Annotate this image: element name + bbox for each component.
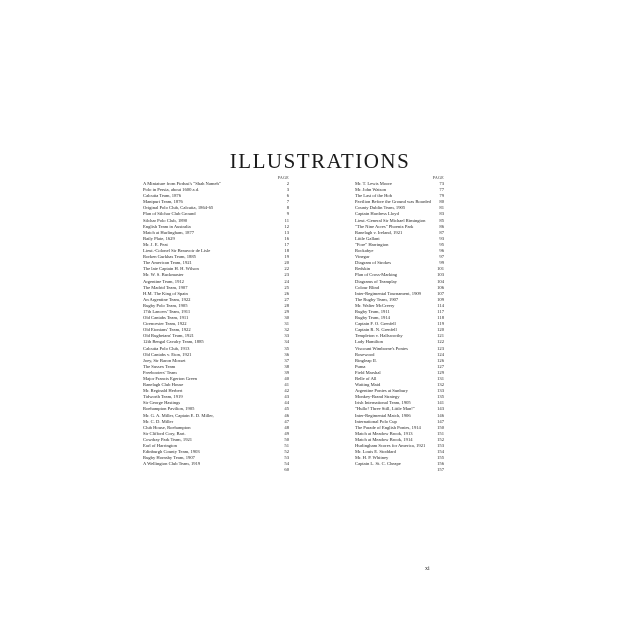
entry-page-number: 6 [286,193,289,199]
entry-page-number: 42 [284,388,289,394]
entry-label: English Team in Australia [143,223,191,229]
entry-page-number: 23 [284,272,289,278]
entry-label: Plan of Silchar Club Ground [143,211,196,217]
entry-page-number: 155 [437,455,444,461]
entry-page-number: 28 [284,302,289,308]
entry-page-number: 60 [284,467,289,473]
entry-page-number: 119 [437,321,444,327]
entry-label: Mr. Reginald Herbert [143,388,183,394]
entry-label: Rugby Team, 1911 [355,308,390,314]
entry-label: Sir George Hastings [143,400,181,406]
entry-label: Rugby Hornsby Team, 1907 [143,455,195,461]
entry-label: A Miniature from Firdusi's "Shah Nameh" [143,181,221,186]
page-number: xi [425,566,430,572]
entry-label: Little Gallant [355,235,380,241]
entry-page-number: 152 [437,436,444,442]
entry-page-number: 135 [437,394,444,400]
entry-label: Mr. J. E. Peat [143,241,168,247]
entry-label: Captain L. St. C. Cheape [355,461,401,467]
entry-label: Argentine Team, 1912 [143,278,184,284]
entry-page-number: 47 [284,418,289,424]
entry-label: Old Etonians' Team, 1922 [143,327,191,333]
entry-page-number: 31 [284,321,289,327]
entry-page-number: 77 [439,187,444,193]
entry-page-number: 153 [437,443,444,449]
entry-label: Lieut.-Colonel Sir Beauvoir de Lisle [143,248,211,254]
entry-label: Club House, Roehampton [143,424,191,430]
entry-page-number: 129 [437,369,444,375]
entry-page-number: 114 [437,302,444,308]
entry-label: Manipuri Team, 1876 [143,199,183,205]
entry-label: Old Cantabs Team, 1911 [143,315,189,321]
entry-label: Diagrams of Teamplay [355,278,397,284]
entry-page-number: 7 [286,199,289,205]
entry-label: Tidworth Team, 1919 [143,394,183,400]
entry-page-number: 73 [439,181,444,186]
entry-page-number: 27 [284,296,289,302]
entry-label: Baily Plate, 1629 [143,235,175,241]
entry-list [143,181,289,474]
entry-label: Cirencester Team, 1922 [143,321,187,327]
entry-label: Waiting Maid [355,382,381,388]
entry-page-number: 48 [284,424,289,430]
entry-page-number: 81 [439,205,444,211]
entry-label: Inter-Regimental Tournament, 1909 [355,290,421,296]
entry-page-number: 16 [284,235,289,241]
entry-page-number: 151 [437,430,444,436]
entry-label: The American Team, 1921 [143,260,192,266]
entry-page-number: 12 [284,223,289,229]
illustrations-list-right [355,175,444,474]
entry-label: Freebooters' Team [143,369,177,375]
entry-label: Edinburgh County Team, 1903 [143,449,200,455]
entry-label: International Polo Cup [355,418,397,424]
entry-label: An Argentine Team, 1922 [143,296,191,302]
entry-label: 17th Lancers' Team, 1911 [143,308,191,314]
entry-label: Mr. T. Lewis Moore [355,181,392,186]
illustrations-list-left [143,175,289,474]
entry-list [355,181,444,474]
entry-page-number: 122 [437,339,444,345]
entry-page-number: 37 [284,357,289,363]
entry-label: Mr. Walter McCreery [355,302,395,308]
entry-label: Field Marshal [355,369,381,375]
entry-label: Old Rugbeians' Team, 1921 [143,333,194,339]
entry-label: Sir Clifford Cory, Bart. [143,430,186,436]
entry-page-number: 49 [284,430,289,436]
entry-label: "Hullo! Three Still, Little Man!" [355,406,415,412]
entry-page-number: 29 [284,308,289,314]
entry-label: Roehampton Pavilion, 1905 [143,406,195,412]
entry-page-number: 38 [284,363,289,369]
entry-page-number: 99 [439,260,444,266]
entry-label: The Rugby Team, 1907 [355,296,399,302]
entry-page-number: 17 [284,241,289,247]
page-column-heading: PAGE [277,175,289,180]
list-item [355,467,444,473]
entry-label: Mr. W. S. Buckmaster [143,272,184,278]
entry-page-number: 30 [284,315,289,321]
entry-page-number: 87 [439,229,444,235]
entry-label: "The Nine Acres" Phoenix Park [355,223,414,229]
entry-label: Hurlingham Scores for America, 1921 [355,443,426,449]
entry-page-number: 93 [439,235,444,241]
entry-page-number: 109 [437,296,444,302]
entry-page-number: 132 [437,382,444,388]
entry-label: Match at Meadow Brook, 1913 [355,430,413,436]
entry-page-number: 141 [437,400,444,406]
entry-page-number: 123 [437,345,444,351]
entry-label: 12th Bengal Cavalry Team, 1885 [143,339,204,345]
entry-label: County Dublin Team, 1905 [355,205,406,211]
entry-page-number: 40 [284,376,289,381]
entry-label: Diagram of Strokes [355,260,391,266]
list-item [143,467,289,473]
entry-label: Old Cantabs v. Eton, 1921 [143,351,192,357]
entry-page-number: 124 [437,351,444,357]
entry-page-number: 127 [437,363,444,369]
entry-page-number: 20 [284,260,289,266]
entry-page-number: 18 [284,248,289,254]
entry-label: Mr. H. P. Whitney [355,455,389,461]
entry-label: Ranelagh Club House [143,382,184,388]
entry-label: Joey, Sir Baron Mosset [143,357,186,363]
entry-page-number: 106 [437,284,444,290]
entry-label: The Madrid Team, 1907 [143,284,188,290]
entry-page-number: 103 [437,272,444,278]
entry-label: Viscount Wimborne's Ponies [355,345,408,351]
entry-page-number: 33 [284,333,289,339]
entry-label: Match at Hurlingham, 1877 [143,229,195,235]
entry-page-number: 41 [284,382,289,388]
entry-label: Lieut.-General Sir Michael Rimington [355,217,426,223]
entry-page-number: 13 [284,229,289,235]
entry-label: Monkey-Brand Strategy [355,394,400,400]
entry-page-number: 11 [284,217,289,223]
entry-page-number: 147 [437,418,444,424]
entry-page-number: 85 [439,217,444,223]
entry-label: Rockabye [355,248,374,254]
entry-label: Captain F. O. Grenfell [355,321,396,327]
entry-page-number: 35 [284,345,289,351]
entry-page-number: 24 [284,278,289,284]
entry-page-number: 34 [284,339,289,345]
entry-page-number: 117 [437,308,444,314]
entry-label: Puma [355,363,366,369]
entry-label: Mr. John Watson [355,187,387,193]
entry-page-number: 118 [437,315,444,321]
entry-page-number: 53 [284,455,289,461]
entry-page-number: 95 [439,241,444,247]
entry-page-number: 97 [439,254,444,260]
entry-page-number: 96 [439,248,444,254]
entry-label: Match at Meadow Brook, 1914 [355,436,413,442]
entry-page-number: 9 [286,211,289,217]
entry-label: The Sussex Team [143,363,176,369]
entry-label: The late Captain H. H. Wilson [143,266,199,272]
entry-page-number: 22 [284,266,289,272]
entry-page-number: 46 [284,412,289,418]
entry-page-number: 133 [437,388,444,394]
entry-label: Belle of All [355,376,377,381]
entry-label: Rosewood [355,351,375,357]
entry-page-number: 107 [437,290,444,296]
entry-page-number: 86 [439,223,444,229]
entry-page-number: 44 [284,400,289,406]
entry-page-number: 36 [284,351,289,357]
entry-label: Silchar Polo Club, 1890 [143,217,188,223]
entry-page-number: 2 [286,181,289,186]
entry-page-number: 79 [439,193,444,199]
page-title: ILLUSTRATIONS [229,149,411,173]
entry-page-number: 146 [437,412,444,418]
entry-page-number: 3 [286,187,289,193]
entry-page-number: 83 [439,211,444,217]
entry-label: Mr. Louis E. Stoddard [355,449,396,455]
entry-label: Mr. G. A. Miller, Captain E. D. Miller, [143,412,214,418]
entry-label: Captain R. N. Grenfell [355,327,397,333]
entry-label: Earl of Harrington [143,443,177,449]
entry-page-number: 52 [284,449,289,455]
entry-label: H.M. The King of Spain [143,290,188,296]
entry-page-number: 121 [437,333,444,339]
entry-label: Cowdray Park Team, 1921 [143,436,193,442]
entry-label: Vinegar [355,254,370,260]
entry-label: Rugby Polo Team, 1905 [143,302,188,308]
entry-page-number: 51 [284,443,289,449]
entry-label: Major Francis Egerton Green [143,376,197,381]
entry-label: Original Polo Club, Calcutta, 1864-65 [143,205,214,211]
entry-page-number: 104 [437,278,444,284]
entry-page-number: 101 [437,266,444,272]
entry-label: Ranelagh v. Ireland, 1921 [355,229,403,235]
entry-label: Rorken Gurkhas Team, 1885 [143,254,196,260]
entry-label: Pavilion Before the Ground was Boarded [355,199,431,205]
entry-label: Ringleap II. [355,357,377,363]
entry-label: The Parade of English Ponies, 1914 [355,424,421,430]
entry-label: Polo in Persia, about 1600 a.d. [143,187,200,193]
entry-page-number: 45 [284,406,289,412]
entry-page-number: 120 [437,327,444,333]
entry-page-number: 54 [284,461,289,467]
entry-label: Inter-Regimental Match, 1906 [355,412,411,418]
entry-label: Rugby Team, 1914 [355,315,390,321]
entry-page-number: 154 [437,449,444,455]
page-column-heading: PAGE [432,175,444,180]
entry-page-number: 157 [437,467,444,473]
entry-page-number: 150 [437,424,444,430]
entry-page-number: 126 [437,357,444,363]
entry-label: Lady Hamilton [355,339,383,345]
entry-label: Mr. C. D. Miller [143,418,174,424]
entry-page-number: 43 [284,394,289,400]
entry-label: Templeton v. Hallsworthy [355,333,403,339]
entry-label: Calcutta Team, 1876 [143,193,181,199]
entry-page-number: 25 [284,284,289,290]
entry-label: Redskin [355,266,371,272]
entry-page-number: 80 [439,199,444,205]
entry-label: Calcutta Polo Club, 1913 [143,345,190,351]
entry-page-number: 19 [284,254,289,260]
entry-label: Colour Blind [355,284,380,290]
entry-label: "Fore" Harrington [355,241,389,247]
entry-label: Irish International Team, 1905 [355,400,411,406]
entry-page-number: 32 [284,327,289,333]
entry-label: A Wellington Club Team, 1919 [143,461,201,467]
entry-label: The Last of the Hob [355,193,392,199]
entry-page-number: 156 [437,461,444,467]
entry-page-number: 39 [284,369,289,375]
entry-label: Argentine Ponies at Sunbury [355,388,408,394]
entry-label: Captain Hardress Lloyd [355,211,399,217]
entry-label: Plan of Cross-Marking [355,272,398,278]
entry-page-number: 131 [437,376,444,381]
entry-page-number: 26 [284,290,289,296]
entry-page-number: 50 [284,436,289,442]
entry-page-number: 8 [286,205,289,211]
entry-page-number: 143 [437,406,444,412]
